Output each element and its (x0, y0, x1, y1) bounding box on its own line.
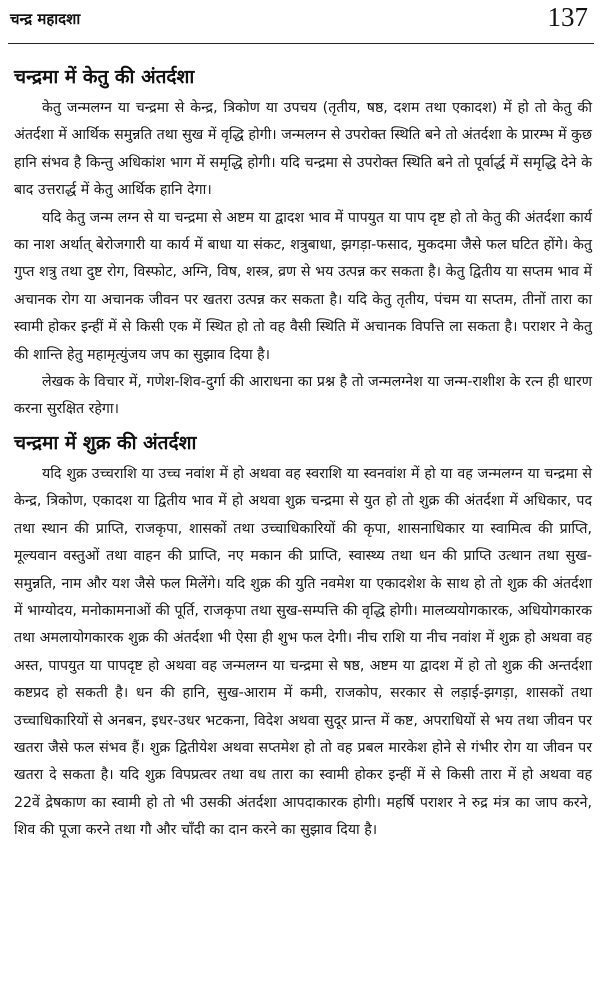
running-title: चन्द्र महादशा (10, 10, 81, 28)
section-heading: चन्द्रमा में शुक्र की अंतर्दशा (14, 431, 197, 454)
paragraph: यदि केतु जन्म लग्न से या चन्द्रमा से अष्टम या द्वादश भाव में पापयुत या पाप दृष्ट हो तो केतु की अंतर्दशा कार्य का नाश अर्थात् बेरोजगारी या कार्य में बाधा या संकट, शत्रुबाधा, झगड़ा-फसाद, मुकदमा जैसे फल घटित होंगे। केतु गुप्त शत्रु तथा दुष्ट रोग, विस्फोट, अग्नि, विष, शस्त्र, व्रण से भय उत्पन्न कर सकता है। केतु द्वितीय या सप्तम भाव में अचानक रोग या अचानक जीवन पर खतरा उत्पन्न कर सकता है। यदि केतु तृतीय, पंचम या सप्तम, तीनों तारा का स्वामी होकर इन्हीं में से किसी एक में स्थित हो तो वह वैसी स्थिति में अचानक विपत्ति ला सकता है। पराशर ने केतु की शान्ति हेतु महामृत्युंजय जप का सुझाव दिया है। (14, 209, 592, 363)
header-divider (8, 43, 594, 44)
section-shukra-antardasha (14, 430, 592, 845)
paragraph: केतु जन्मलग्न या चन्द्रमा से केन्द्र, त्रिकोण या उपचय (तृतीय, षष्ठ, दशम तथा एकादश) में हो तो केतु की अंतर्दशा में आर्थिक समुन्नति तथा सुख में वृद्धि होगी। जन्मलग्न से उपरोक्त स्थिति बने तो अंतर्दशा के प्रारम्भ में कुछ हानि संभव है किन्तु अधिकांश भाग में समृद्धि होगी। यदि चन्द्रमा से उपरोक्त स्थिति बने तो पूर्वार्द्ध में समृद्धि देने के बाद उत्तरार्द्ध में केतु आर्थिक हानि देगा। (14, 100, 592, 199)
paragraph: लेखक के विचार में, गणेश-शिव-दुर्गा की आराधना का प्रश्न है तो जन्मलग्नेश या जन्म-राशीश के रत्न ही धारण करना सुरक्षित रहेगा। (14, 374, 592, 418)
section-heading: चन्द्रमा में केतु की अंतर्दशा (14, 66, 195, 88)
page-body (14, 58, 592, 845)
page-header (0, 0, 600, 54)
page-number: 137 (547, 2, 588, 32)
paragraph: यदि शुक्र उच्चराशि या उच्च नवांश में हो अथवा वह स्वराशि या स्वनवांश में हो या वह जन्मलग्न या चन्द्रमा से केन्द्र, त्रिकोण, एकादश या द्वितीय भाव में हो अथवा शुक्र चन्द्रमा से युत हो तो शुक्र की अंतर्दशा में अधिकार, पद तथा स्थान की प्राप्ति, राजकृपा, शासकों तथा उच्चाधिकारियों की कृपा, शासनाधिकार या स्वामित्व की प्राप्ति, मूल्यवान वस्तुओं तथा वाहन की प्राप्ति, नए मकान की प्राप्ति, स्वास्थ्य तथा धन की प्राप्ति उत्थान तथा सुख-समुन्नति, नाम और यश जैसे फल मिलेंगे। यदि शुक्र की युति नवमेश या एकादशेश के साथ हो तो शुक्र की अंतर्दशा में भाग्योदय, मनोकामनाओं की पूर्ति, राजकृपा तथा सुख-सम्पत्ति की वृद्धि होगी। मालव्ययोगकारक, अधियोगकारक तथा अमलायोगकारक शुक्र की अंतर्दशा भी ऐसा ही शुभ फल देगी। नीच राशि या नीच नवांश में शुक्र हो अथवा वह अस्त, पापयुत या पापदृष्ट हो अथवा वह जन्मलग्न या चन्द्रमा से षष्ठ, अष्टम या द्वादश में हो तो शुक्र की अन्तर्दशा कष्टप्रद हो सकती है। धन की हानि, सुख-आराम में कमी, राजकोप, सरकार से लड़ाई-झगड़ा, शासकों तथा उच्चाधिकारियों से अनबन, इधर-उधर भटकना, विदेश अथवा सुदूर प्रान्त में कष्ट, अपराधियों से भय तथा जीवन पर खतरा जैसे फल संभव हैं। शुक्र द्वितीयेश अथवा सप्तमेश हो तो वह प्रबल मारकेश होने से गंभीर रोग या जीवन पर खतरा दे सकता है। यदि शुक्र विपप्रत्वर तथा वध तारा का स्वामी होकर इन्हीं में से किसी तारा में हो अथवा वह 22वें द्रेषकाण का स्वामी हो तो भी उसकी अंतर्दशा आपदाकारक होगी। महर्षि पराशर ने रुद्र मंत्र का जाप करने, शिव की पूजा करने तथा गौ और चाँदी का दान करने का सुझाव दिया है। (14, 465, 592, 839)
section-ketu-antardasha (14, 64, 592, 424)
